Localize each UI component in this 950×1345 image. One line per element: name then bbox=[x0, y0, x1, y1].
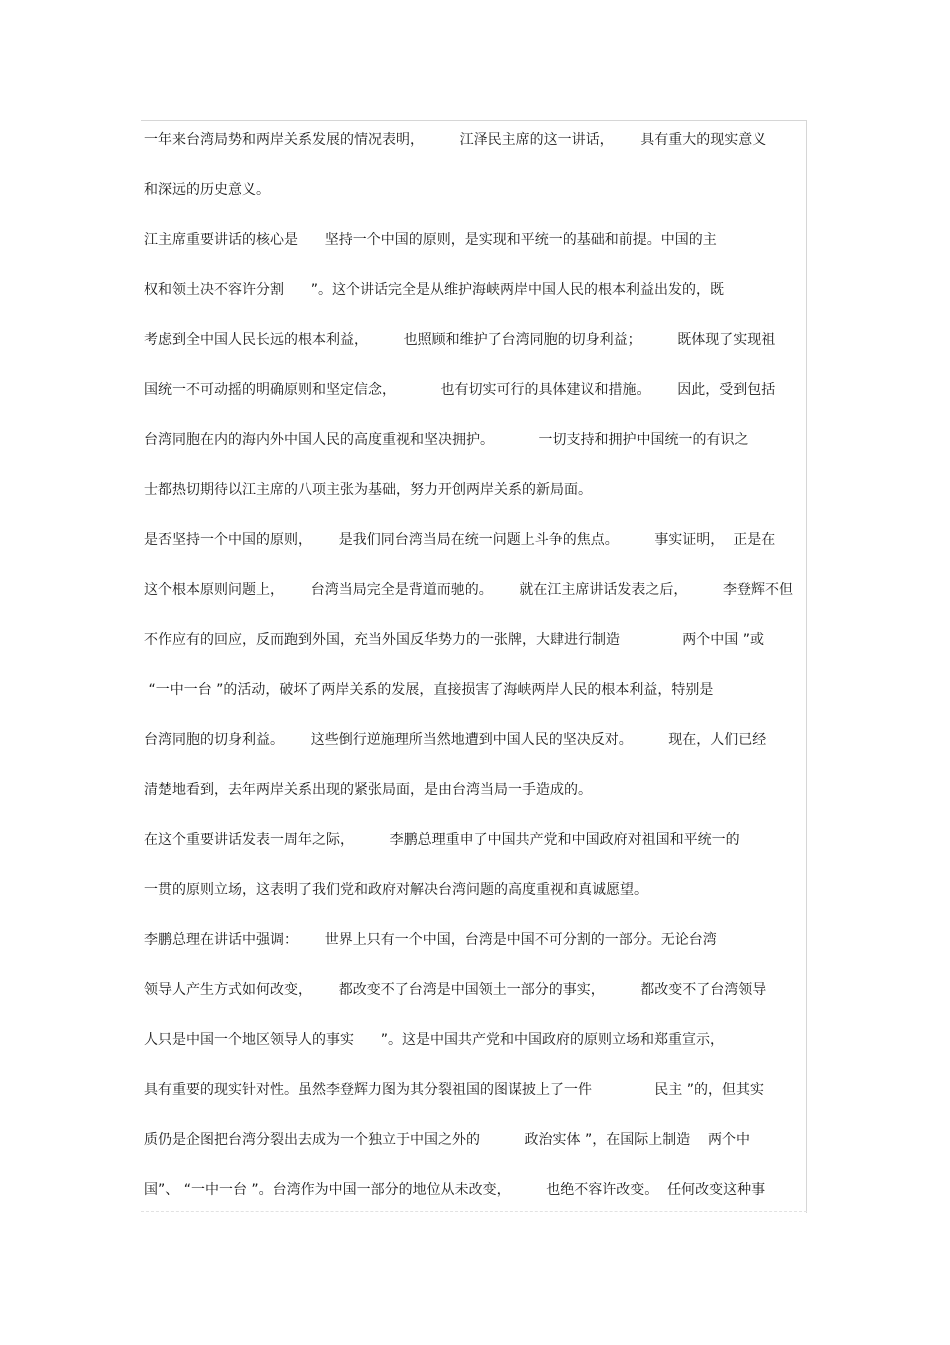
text-line: 清楚地看到，去年两岸关系出现的紧张局面，是由台湾当局一手造成的。 bbox=[144, 782, 592, 798]
text-line: 人只是中国一个地区领导人的事实 ”。这是中国共产党和中国政府的原则立场和郑重宣示， bbox=[144, 1032, 724, 1048]
text-line: 台湾同胞在内的海内外中国人民的高度重视和坚决拥护。 一切支持和拥护中国统一的有识之 bbox=[144, 432, 749, 448]
text-line: 和深远的历史意义。 bbox=[144, 182, 270, 198]
text-line: 领导人产生方式如何改变， 都改变不了台湾是中国领土一部分的事实， 都改变不了台湾领导 bbox=[144, 982, 767, 998]
text-line: 国统一不可动摇的明确原则和坚定信念， 也有切实可行的具体建议和措施。 因此，受到包括 bbox=[144, 382, 776, 398]
text-line: 李鹏总理在讲话中强调： 世界上只有一个中国，台湾是中国不可分割的一部分。无论台湾 bbox=[144, 932, 717, 948]
text-line: 一贯的原则立场，这表明了我们党和政府对解决台湾问题的高度重视和真诚愿望。 bbox=[144, 882, 648, 898]
text-line: 江主席重要讲话的核心是 坚持一个中国的原则，是实现和平统一的基础和前提。中国的主 bbox=[144, 232, 717, 248]
text-line: 一年来台湾局势和两岸关系发展的情况表明， 江泽民主席的这一讲话， 具有重大的现实意义 bbox=[144, 132, 767, 148]
text-line: “一中一台 ”的活动，破坏了两岸关系的发展，直接损害了海峡两岸人民的根本利益，特别是 bbox=[144, 682, 714, 698]
text-line: 考虑到全中国人民长远的根本利益， 也照顾和维护了台湾同胞的切身利益； 既体现了实现祖 bbox=[144, 332, 776, 348]
text-line: 这个根本原则问题上， 台湾当局完全是背道而驰的。 就在江主席讲话发表之后， 李登辉不但 bbox=[144, 582, 794, 598]
text-line: 士都热切期待以江主席的八项主张为基础，努力开创两岸关系的新局面。 bbox=[144, 482, 592, 498]
text-line: 台湾同胞的切身利益。 这些倒行逆施理所当然地遭到中国人民的坚决反对。 现在，人们已经 bbox=[144, 732, 767, 748]
page-divider bbox=[141, 1210, 807, 1212]
text-line: 在这个重要讲话发表一周年之际， 李鹏总理重申了中国共产党和中国政府对祖国和平统一的 bbox=[144, 832, 740, 848]
text-line: 国”、 “一中一台 ”。台湾作为中国一部分的地位从未改变， 也绝不容许改变。 任何改变这种事 bbox=[144, 1182, 766, 1198]
text-line: 权和领土决不容许分割 ”。这个讲话完全是从维护海峡两岸中国人民的根本利益出发的，既 bbox=[144, 282, 724, 298]
text-line: 是否坚持一个中国的原则， 是我们同台湾当局在统一问题上斗争的焦点。 事实证明， 正是在 bbox=[144, 532, 776, 548]
text-line: 具有重要的现实针对性。虽然李登辉力图为其分裂祖国的图谋披上了一件 民主 ”的，但其实 bbox=[144, 1082, 765, 1098]
text-line: 不作应有的回应，反而跑到外国，充当外国反华势力的一张牌，大肆进行制造 两个中国 ”或 bbox=[144, 632, 765, 648]
text-line: 质仍是企图把台湾分裂出去成为一个独立于中国之外的 政治实体 ”，在国际上制造 两个中 bbox=[144, 1132, 751, 1148]
